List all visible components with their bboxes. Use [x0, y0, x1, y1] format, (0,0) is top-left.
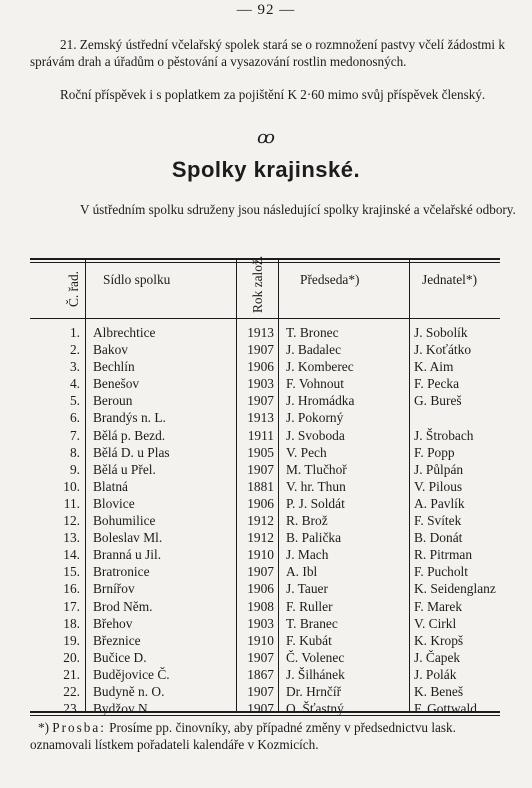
row-predseda: A. Ibl	[286, 564, 318, 580]
table-row	[30, 598, 500, 615]
table-row	[30, 529, 500, 546]
row-sidlo: Bakov	[93, 342, 128, 358]
table-row	[30, 666, 500, 683]
row-number: 18.	[63, 615, 80, 631]
row-sidlo: Blatná	[93, 478, 128, 494]
table-row	[30, 683, 500, 700]
row-predseda: J. Mach	[286, 547, 329, 563]
row-predseda: F. Kubát	[286, 632, 332, 648]
row-rok: 1903	[247, 376, 274, 392]
row-number: 14.	[63, 547, 80, 563]
row-rok: 1907	[247, 649, 274, 665]
row-predseda: J. Šilhánek	[286, 666, 345, 682]
row-jednatel: J. Polák	[414, 666, 457, 682]
row-number: 21.	[63, 666, 80, 682]
row-rok: 1912	[247, 513, 274, 529]
ornament-flourish: ꝏ	[257, 127, 275, 147]
row-rok: 1881	[247, 478, 274, 494]
row-sidlo: Bělá p. Bezd.	[93, 427, 166, 443]
table-row	[30, 495, 500, 512]
row-predseda: F. Vohnout	[286, 376, 344, 392]
row-sidlo: Branná u Jil.	[93, 547, 162, 563]
row-jednatel: F. Gottwald	[414, 701, 477, 717]
footnote-text: Prosíme pp. činovníky, aby případné změny v předsednictvu lask. oznamovali lístkem pořadateli kalendáře v Kozmicích.	[30, 720, 456, 752]
row-rok: 1913	[247, 410, 274, 426]
row-number: 17.	[63, 598, 80, 614]
footnote	[30, 720, 520, 753]
row-jednatel: J. Půlpán	[414, 461, 464, 477]
row-rok: 1907	[247, 342, 274, 358]
row-jednatel: F. Popp	[414, 444, 455, 460]
row-sidlo: Bechlín	[93, 359, 135, 375]
section-heading: Spolky krajinské.	[171, 157, 361, 182]
row-number: 6.	[69, 410, 80, 426]
row-number: 20.	[63, 649, 80, 665]
table-row	[30, 580, 500, 597]
row-sidlo: Bohumilice	[93, 513, 156, 529]
row-sidlo: Albrechtice	[93, 325, 156, 340]
row-jednatel: K. Beneš	[414, 683, 464, 699]
row-jednatel: J. Štrobach	[414, 427, 474, 443]
row-number: 4.	[69, 376, 80, 392]
table-row	[30, 478, 500, 495]
row-number: 10.	[63, 478, 80, 494]
row-jednatel: K. Kropš	[414, 632, 464, 648]
row-number: 8.	[69, 444, 80, 460]
row-jednatel: K. Seidenglanz	[414, 581, 496, 597]
row-number: 23.	[63, 701, 80, 717]
row-number: 15.	[63, 564, 80, 580]
row-rok: 1906	[247, 495, 274, 511]
row-jednatel: J. Koťátko	[414, 342, 472, 358]
row-rok: 1907	[247, 461, 274, 477]
row-sidlo: Blovice	[93, 495, 135, 511]
table-row	[30, 615, 500, 632]
row-predseda: J. Tauer	[286, 581, 328, 597]
paragraph-fee: Roční příspěvek i s poplatkem za pojištění K 2·60 mimo svůj příspěvek členský.	[60, 87, 486, 102]
row-predseda: B. Palička	[286, 530, 342, 546]
row-predseda: O. Šťastný	[286, 701, 344, 717]
row-predseda: J. Hromádka	[286, 393, 355, 409]
row-sidlo: Bratronice	[93, 564, 150, 580]
row-rok: 1903	[247, 615, 274, 631]
row-jednatel: K. Aim	[414, 359, 454, 375]
row-number: 19.	[63, 632, 80, 648]
row-rok: 1906	[247, 581, 274, 597]
table-row	[30, 546, 500, 563]
header-jednatel: Jednatel*)	[422, 272, 478, 287]
table-row	[30, 649, 500, 666]
row-sidlo: Benešov	[93, 376, 140, 392]
table-header-rule	[30, 318, 500, 319]
row-number: 7.	[69, 427, 80, 443]
paragraph-21: 21. Zemský ústřední včelařský spolek stará se o rozmnožení pastvy včelí žádostmi k správám drah a úřadům o pěstování a vysazování rostlin medonosných.	[30, 37, 505, 69]
header-predseda: Předseda*)	[300, 272, 360, 287]
row-sidlo: Bydžov N.	[93, 701, 152, 717]
row-jednatel: J. Sobolík	[414, 325, 468, 340]
row-rok: 1912	[247, 530, 274, 546]
row-number: 3.	[69, 359, 80, 375]
table-row	[30, 563, 500, 580]
row-predseda: R. Brož	[286, 513, 328, 529]
row-rok: 1906	[247, 359, 274, 375]
table-row	[30, 358, 500, 375]
table-row	[30, 512, 500, 529]
row-jednatel: V. Cirkl	[414, 615, 457, 631]
footnote-label: Prosba:	[52, 720, 106, 735]
row-sidlo: Budyně n. O.	[93, 683, 165, 699]
table-row	[30, 444, 500, 461]
header-rok: Rok založ.	[250, 255, 265, 313]
row-predseda: F. Ruller	[286, 598, 333, 614]
row-sidlo: Bělá u Přel.	[93, 461, 156, 477]
row-predseda: J. Pokorný	[286, 410, 344, 426]
row-jednatel: F. Pucholt	[414, 564, 468, 580]
row-rok: 1867	[247, 666, 274, 682]
row-number: 1.	[69, 325, 80, 340]
table-row	[30, 461, 500, 478]
header-sidlo: Sídlo spolku	[103, 272, 171, 287]
row-predseda: J. Komberec	[286, 359, 354, 375]
row-sidlo: Brod Něm.	[93, 598, 153, 614]
row-sidlo: Beroun	[93, 393, 133, 409]
row-predseda: P. J. Soldát	[286, 495, 345, 511]
row-predseda: V. Pech	[286, 444, 327, 460]
table-row	[30, 632, 500, 649]
table-top-rule	[30, 258, 500, 260]
footnote-star: *)	[38, 720, 49, 735]
table-row	[30, 409, 500, 426]
row-sidlo: Boleslav Ml.	[93, 530, 163, 546]
row-number: 5.	[69, 393, 80, 409]
header-rad: Č. řad.	[66, 270, 81, 308]
row-jednatel: G. Bureš	[414, 393, 462, 409]
row-sidlo: Bělá D. u Plas	[93, 444, 170, 460]
table-row	[30, 324, 500, 341]
row-jednatel: J. Čapek	[414, 649, 461, 665]
row-predseda: J. Badalec	[286, 342, 342, 358]
row-number: 22.	[63, 683, 80, 699]
row-rok: 1907	[247, 564, 274, 580]
row-number: 16.	[63, 581, 80, 597]
row-predseda: V. hr. Thun	[286, 478, 346, 494]
row-rok: 1907	[247, 701, 274, 717]
row-sidlo: Brandýs n. L.	[93, 410, 166, 426]
intro-paragraph: V ústředním spolku sdruženy jsou následující spolky krajinské a včelařské odbory.	[80, 202, 516, 217]
row-predseda: Dr. Hrnčíř	[286, 683, 342, 699]
table-row	[30, 700, 500, 717]
row-rok: 1913	[247, 325, 274, 340]
row-rok: 1905	[247, 444, 274, 460]
row-predseda: T. Branec	[286, 615, 338, 631]
row-rok: 1907	[247, 683, 274, 699]
row-sidlo: Bučice D.	[93, 649, 147, 665]
row-number: 9.	[69, 461, 80, 477]
row-number: 12.	[63, 513, 80, 529]
row-number: 11.	[63, 495, 80, 511]
row-predseda: J. Svoboda	[286, 427, 345, 443]
page-number: — 92 —	[236, 2, 296, 18]
row-rok: 1911	[247, 427, 274, 443]
row-rok: 1908	[247, 598, 274, 614]
row-jednatel: B. Donát	[414, 530, 463, 546]
table-row	[30, 392, 500, 409]
row-number: 13.	[63, 530, 80, 546]
row-jednatel: A. Pavlík	[414, 495, 465, 511]
row-rok: 1910	[247, 632, 274, 648]
table-row	[30, 375, 500, 392]
table-row	[30, 341, 500, 358]
row-predseda: M. Tlučhoř	[286, 461, 347, 477]
row-jednatel: F. Marek	[414, 598, 463, 614]
row-jednatel: R. Pitrman	[414, 547, 473, 563]
row-sidlo: Březnice	[93, 632, 141, 648]
row-sidlo: Brnířov	[93, 581, 135, 597]
row-rok: 1907	[247, 393, 274, 409]
table-row	[30, 427, 500, 444]
row-number: 2.	[69, 342, 80, 358]
row-jednatel: V. Pilous	[414, 478, 463, 494]
row-jednatel: F. Svítek	[414, 513, 462, 529]
row-predseda: Č. Volenec	[286, 649, 345, 665]
table-body	[30, 324, 500, 717]
row-jednatel: F. Pecka	[414, 376, 460, 392]
row-rok: 1910	[247, 547, 274, 563]
row-predseda: T. Bronec	[286, 325, 339, 340]
row-sidlo: Břehov	[93, 615, 133, 631]
row-sidlo: Budějovice Č.	[93, 666, 170, 682]
